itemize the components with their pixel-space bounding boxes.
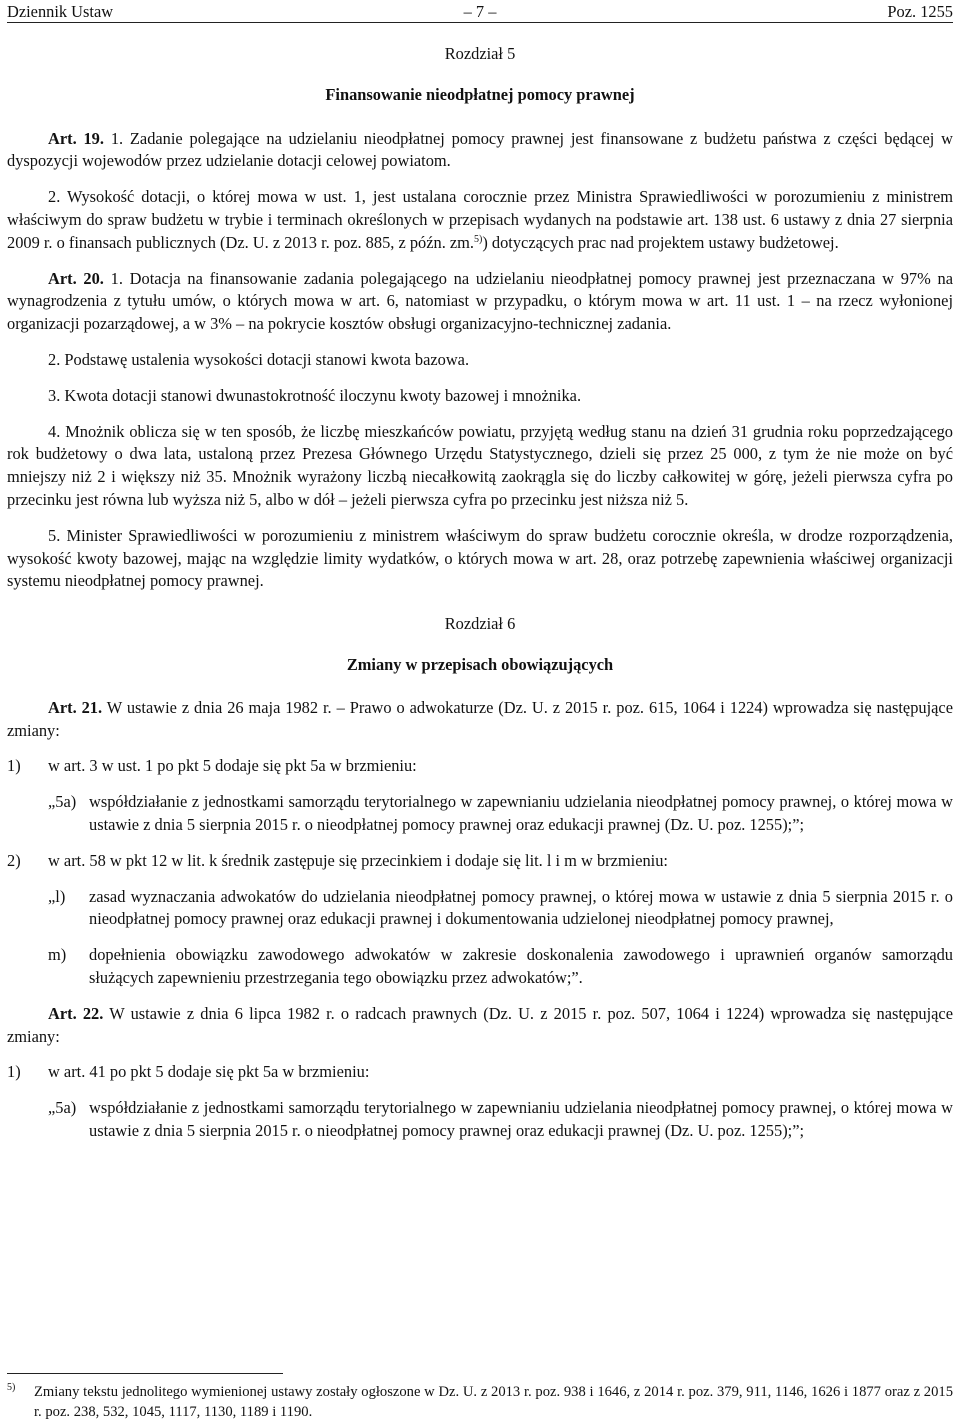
sub-item-label: „5a) — [48, 1098, 77, 1118]
art-20-para-4: 4. Mnożnik oblicza się w ten sposób, że liczbę mieszkańców powiatu, przyjętą według stanu na dzień 31 grudnia roku poprzedzającego rok budżetowy o dwa lata, ustaloną przez Prezesa Głównego Urzędu Statystycznego, dzieli się przez 25 000, z tym że nie może on być mniejszy niż 2 i większy niż 35. Mnożnik wyrażony liczbą niecałkowitą zaokrągla się do liczby całkowitej w górę, jeżeli pierwsza cyfra po przecinku jest równa lub wyższa niż 5, albo w dół – jeżeli pierwsza cyfra po przecinku jest niższa niż 5. — [7, 421, 953, 509]
sub-item-text: zasad wyznaczania adwokatów do udzielania nieodpłatnej pomocy prawnej, o której mowa w ustawie z dnia 5 sierpnia 2015 r. o nieodpłatnej pomocy prawnej oraz edukacji prawnej i dokumentowania udzielonej nieodpłatnej pomocy prawnej, — [89, 886, 953, 929]
art-19-para-1-text: 1. Zadanie polegające na udzielaniu nieodpłatnej pomocy prawnej jest finansowane z budżetu państwa z części będącej w dyspozycji wojewodów przez udzielanie dotacji celowej powiatom. — [7, 128, 953, 171]
art-20-para-1 — [7, 268, 953, 336]
footnote — [7, 1382, 953, 1422]
art-20-para-2: 2. Podstawę ustalenia wysokości dotacji stanowi kwota bazowa. — [48, 349, 470, 369]
item-number: 1) — [7, 1062, 21, 1082]
art-22-intro-text: W ustawie z dnia 6 lipca 1982 r. o radcach prawnych (Dz. U. z 2015 r. poz. 507, 1064 i 1224) wprowadza się następujące zmiany: — [7, 1003, 953, 1046]
journal-name: Dziennik Ustaw — [7, 2, 114, 21]
item-text: w art. 3 w ust. 1 po pkt 5 dodaje się pkt 5a w brzmieniu: — [48, 756, 417, 776]
art-19-para-2-text: 2. Wysokość dotacji, o której mowa w ust. 1, jest ustalana corocznie przez Ministra Sprawiedliwości w porozumieniu z ministrem właściwym do spraw budżetu w trybie i terminach określonych w przepisach wydanych na podstawie art. 138 ust. 6 ustawy z dnia 27 sierpnia 2009 r. o finansach publicznych (Dz. U. z 2013 r. poz. 885, z późn. zm. — [7, 187, 953, 252]
chapter-5-label: Rozdział 5 — [444, 44, 516, 63]
sub-item-text: współdziałanie z jednostkami samorządu terytorialnego w zapewnianiu udzielania nieodpłatnej pomocy prawnej, o której mowa w ustawie z dnia 5 sierpnia 2015 r. o nieodpłatnej pomocy prawnej oraz edukacji prawnej (Dz. U. poz. 1255);”; — [89, 1098, 953, 1140]
art-22-label: Art. 22. — [48, 1003, 104, 1023]
page-header — [7, 1, 953, 23]
sub-item-label: m) — [48, 945, 67, 965]
art-20-label: Art. 20. — [48, 268, 104, 288]
item-text: w art. 41 po pkt 5 dodaje się pkt 5a w brzmieniu: — [48, 1062, 370, 1082]
art-21-item-2-sub-m — [7, 944, 953, 990]
art-21-item-1-sub — [7, 791, 953, 837]
art-19-para-2 — [7, 186, 953, 254]
footnote-mark: 5) — [7, 1382, 16, 1393]
document-page — [7, 0, 953, 1420]
position-number: Poz. 1255 — [887, 2, 953, 21]
item-number: 1) — [7, 756, 21, 776]
item-text: w art. 58 w pkt 12 w lit. k średnik zastępuje się przecinkiem i dodaje się lit. l i m w brzmieniu: — [48, 850, 668, 870]
footnote-reference: 5) — [474, 233, 483, 245]
sub-item-label: „l) — [48, 886, 66, 906]
page-number: – 7 – — [463, 2, 497, 21]
art-22-item-1-sub — [7, 1097, 953, 1143]
chapter-5-title: Finansowanie nieodpłatnej pomocy prawnej — [325, 84, 635, 104]
art-21-item-1 — [7, 755, 953, 778]
art-19-para-2-text-end: ) dotyczących prac nad projektem ustawy budżetowej. — [482, 232, 839, 252]
art-21-intro-text: W ustawie z dnia 26 maja 1982 r. – Prawo o adwokaturze (Dz. U. z 2015 r. poz. 615, 1064 i 1224) wprowadza się następujące zmiany: — [7, 697, 953, 740]
art-21-item-2-sub-l — [7, 886, 953, 932]
sub-item-text: dopełnienia obowiązku zawodowego adwokatów w zakresie doskonalenia zawodowego i uprawnień organów samorządu służących zapewnieniu przestrzegania tego obowiązku przez adwokatów;”. — [89, 945, 953, 987]
art-20-para-5: 5. Minister Sprawiedliwości w porozumieniu z ministrem właściwym do spraw budżetu corocznie określa, w drodze rozporządzenia, wysokość kwoty bazowej, mając na względzie limity wydatków, o których mowa w art. 28, oraz potrzebę zapewnienia właściwej organizacji systemu nieodpłatnej pomocy prawnej. — [7, 525, 953, 591]
sub-item-text: współdziałanie z jednostkami samorządu terytorialnego w zapewnianiu udzielania nieodpłatnej pomocy prawnej, o której mowa w ustawie z dnia 5 sierpnia 2015 r. o nieodpłatnej pomocy prawnej oraz edukacji prawnej (Dz. U. poz. 1255);”; — [89, 792, 953, 834]
item-number: 2) — [7, 850, 21, 870]
footnote-rule — [7, 1373, 283, 1374]
art-21-label: Art. 21. — [48, 697, 103, 717]
header-rule — [7, 22, 953, 23]
footnote-text: Zmiany tekstu jednolitego wymienionej ustawy zostały ogłoszone w Dz. U. z 2013 r. poz. 938 i 1646, z 2014 r. poz. 379, 911, 1146, 1626 i 1877 oraz z 2015 r. poz. 238, 532, 1045, 1117, 1130, 1189 i 1190. — [34, 1384, 953, 1420]
chapter-6-title: Zmiany w przepisach obowiązujących — [346, 654, 614, 674]
art-21-intro — [7, 697, 953, 743]
art-21-item-2 — [7, 850, 953, 873]
art-22-intro — [7, 1003, 953, 1049]
art-20-para-1-text: 1. Dotacja na finansowanie zadania polegającego na udzielaniu nieodpłatnej pomocy prawnej jest przeznaczana w 97% na wynagrodzenia z tytułu umów, o których mowa w art. 6, natomiast w przypadku, o którym mowa w art. 11 ust. 1 – na rzecz wyłonionej organizacji pozarządowej, a w 3% – na pokrycie kosztów obsługi organizacyjno-technicznej zadania. — [7, 268, 953, 334]
sub-item-label: „5a) — [48, 792, 77, 812]
art-22-item-1 — [7, 1061, 953, 1084]
art-19-para-1 — [7, 128, 953, 174]
art-19-label: Art. 19. — [48, 128, 104, 148]
art-20-para-3: 3. Kwota dotacji stanowi dwunastokrotność iloczynu kwoty bazowej i mnożnika. — [48, 385, 582, 405]
chapter-6-label: Rozdział 6 — [444, 614, 516, 634]
